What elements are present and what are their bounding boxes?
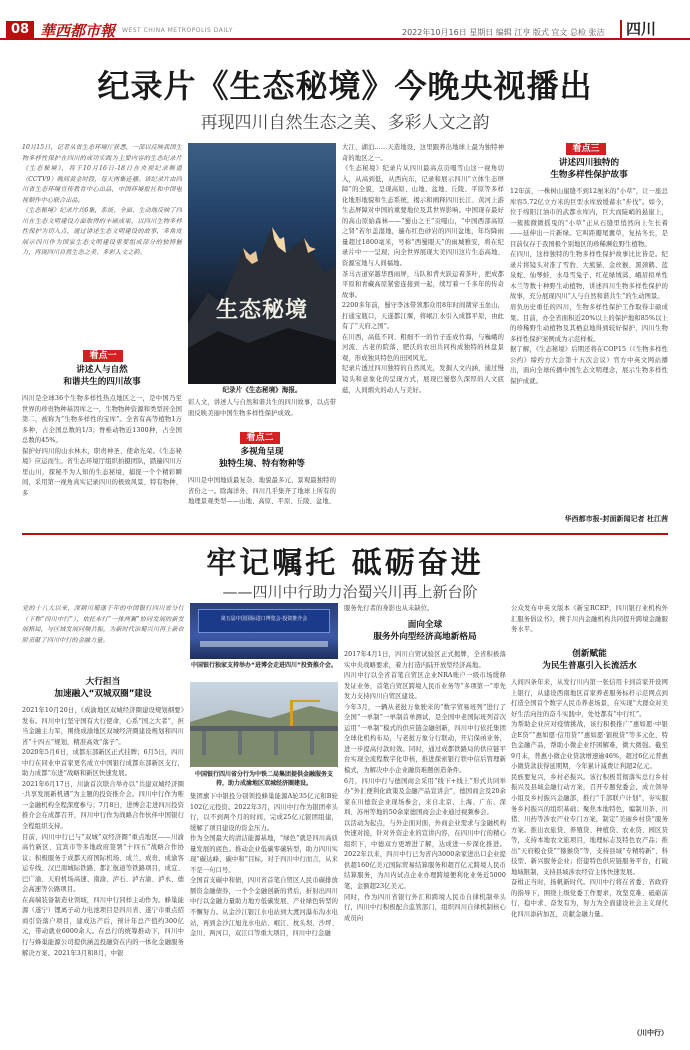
story1-col3: 大江、湖泊……天造地设，这里跟养出地球上最为独特神奇的地区之一。 《生态秘境》纪录片从四川最高点贡嘎雪山这一视角切入，从高到低，从西向东，记录和展示四川“立体生态屏障”的全貌，呈现高原、山地、盆地、丘陵、平原等多样化地形地貌和生态系统，揭示和阐释四川长江、黄河上游生态屏障对中国的重要地位及其世界影响。中国现存最好的高山原始森林——“蜀山之王”贡嘎山，“中国西部高原之肾”若尔盖湿地，遍布红色砂岩的四川盆地，年均降雨量超过1800毫米，号称“西蜀眼天”的雨城雅安，将在纪录片中一一呈现，向全世界展现大美四川这片生态高地、资源宝地与人间福地。 茶马古道穿越华西雨屏，马队和背夫跃运着茶叶，把成都平原和青藏高原紧密连接到一起，续写着一千多年的传奇故事。 2200多年前，蜀守李冰带领那众用8年时间凿穿玉垒山，打通宝瓶口，天遂都江堰，将岷江水引入成都平原，由此有了“天府之国”。 在川西，高低不同、粗细不一的竹子连成竹海，与巍峨的河流、古老的院落、肥沃的农田共同构成独特的林盘景观，形成独具特色的田园风光。 纪录片透过四川独特的自然风光，发掘人文内涵，通过慢镜头和意象化的呈现方式，展现巴蜀悠久深厚的人文底蕴，人间烟火的动人与美好。	[342, 144, 504, 394]
story1-subhead2: 多视角呈现 独特生境、特有物种等	[219, 447, 305, 469]
conference-banner-text: 第五届中国国际进口博览会·投资推介会	[220, 616, 308, 622]
photo2-caption: 中国银行四川省分行为中铁二局集团提供金融服务支持，助力成渝地区双城经济圈建设。	[194, 771, 333, 787]
story2-col4-top: 公众发布中英文版本《新宝RCEP，四川银行业机构外汇服务倡议书》，携手川内金融机构共同提升跨境金融服务水平。	[511, 605, 668, 634]
story2-subhead1: 大行担当 加速融入“双城双圈”建设	[54, 677, 152, 699]
story2-col3-top: 服务先行者的身影也从未缺位。	[344, 605, 434, 612]
story1-byline: 华西都市报-封面新闻记者 杜江茜	[564, 515, 668, 523]
story2-col3: 2017年4月1日，四川自贸试验区正式揭牌，全省积极落实中央战略要求，着力打造内陆开放型经济高地。 四川中行以全省首笔自贸区企业NRA账户一级市场缓释发证业务，首笔自贸区跨境人民币业务等“多项第一”率先发力支持四川自贸区建设。 今年3月，一辆从老挝万象驶来的“数字贸易班列”进行了全国“一单制”一单制首单测试，是全国中老国际班列首次运用“一单制”模式的供应链金融创新，四川中行依托集团全球化机构布局，与老挝万象分行联动，开启保函业务，进一步提高付款时效。同时，通过成都铁路局的供应链平台实现全流程数字化审核，推进探索银行铁中信后管理新模式，为解决中小企业融资难题创造条件。 6月，四川中行与德国商会采用“线下+线上”形式共同举办“外汇便利化政策及金融产品宣讲会”，德国商会及20余家在川德资企业现场参会，来自北京、上海、广东、深圳、苏州等地的50余家德国商会企业通过视频参会。 以活动为起点，与外企面对面，外商企业需求与金融机构快速对接，针对外资企业的宣讲内容，在四川中行的精心组织下，中德双方更增进了解，达成进一步深化推进。2022年以来，四川中行已为省内3000余家进出口企业提供超160亿美元国际贸易结算服务和超百亿元跨境人民币结算服务，为川内试点企业办理跨境便利化业务近5000笔，金额超23亿美元。 同时，作为四川省银行外汇和跨境人民币自律机制牵头行，四川中行积极配合监管部门，组织四川自律机制核心成员向	[344, 651, 506, 922]
story2-signature: （川中行）	[633, 1029, 668, 1037]
story2-headline: 牢记嘱托 砥砺奋进	[206, 546, 484, 581]
story1-headline: 纪录片《生态秘境》今晚央视播出	[97, 67, 593, 105]
story1-col4: 12年前，一株树山崖缝不到12厘米的“小草”，让一座总库容5.72亿立方米的巨型水库放缓蓄水“步伐”。如今，位于绵阳江油市的武都水库内，巨大而陡峭的悬崖上，一簇簇微微摇曳的“小草”正从石缝里悄然向上生长着——延伸出一片新绿。它叫距瓣尾囊草，复枯冬长，是目前仅存于我国极个别地区的珍稀濒危野生植物。 在四川，这样独特的生物多样性保护故事比比皆是。纪录片将镜头对准了雪豹、大熊猫、金丝猴、黑颈鹤、蓝泉蛇、仙琴蛙、水母雪兔子、红花绿绒蒿、峨眉拟单性木兰等数十种野生动植物，讲述四川生物多样性保护的故事，充分展现四川“人与自然和谐共生”的生动图景。 肩负历史重任的四川，生物多样性保护工作取得丰硕成果。目前，办全省面积近20%以上的保护地和85%以上的珍稀野生动植物及其栖息地得到较好保护，四川生物多样性保护案例成为示范样板。 据了解，《生态秘境》后期还将在COP15（《生物多样性公约》缔约方大会第十五次会议）官方中英文网站播出，面向全球传播中国生态文明理念，展示生物多样性保护成就。	[510, 188, 668, 385]
page-number: 08	[6, 21, 34, 39]
story1-tag3: 看点三	[566, 143, 606, 155]
story2-col1: 2021年10月20日，《成渝地区双城经济圈建设规划纲要》发布。四川中行坚守国有大行使命，心系“国之大者”，担当金融主力军，围绕成渝地区双城经济圈建设规划和四川省“十四五”规划，精准高效“落子”。 2020年5月6日，成都东部新区正式挂牌；6月5日，四川中行在同业中首家更名成立中国银行成都东部新区支行，助力成都“东进”战略和新区快速发展。 2021年6月17日，川渝首次联合举办以“共建双城经济圈·共享发展新机遇”为主题的投资推介会。四川中行作为唯一金融机构全程深度参与；7月8日，进博会走进四川投资推介会在成都召开，四川中行作为战略合作伙伴中国银行全程组织支持。 目前，四川中行已与“双城”双经济圈“重点地区——川渝高竹新区、宜宾市等多地政府签署“十四五”战略合作协议；积极服务于成都天府国际机场、成兰、成贵、成渝客运专线、汉巴南城际铁路、都汇航道等铁路项目，成宜、巴广渝、天府机场高速、南渝、泸石、泸古渝、泸永、德会高速等公路项目。 在高端装备制造业领域，四川中行同样主动作为。蜂巢能源（遂宁）锂离子动力电池项目是四川省、遂宁市重点招商引资落户项目，建成达产后，预计年总产值约300亿元，带动就业6000余人。在总行的统筹推动下，四川中行与蜂巢能源公司提供涵盖投融资在内的一体化金融服务解决方案。2021年3月和8月，中银	[22, 707, 184, 957]
newspaper-brand: 華西都市報	[40, 22, 116, 40]
section-label: 四川	[620, 20, 656, 38]
newspaper-brand-english: WEST CHINA METROPOLIS DAILY	[122, 27, 233, 34]
story1-lede: 10月15日，记者从省生态环境厅获悉，一部以反映我国生物多样性保护在四川的成功实践为主要内容的生态纪录片《生态秘境》，将于10月16日-18日在央视纪录频道（CCTV9）晚间黄金时段，每天两集连播。该纪录片由四川省生态环境宣传教育中心出品，中国环境报社和中国电视制作中心联合出品。 《生态秘境》纪录片共6集，系统、全面、生动地反映了四川在生态文明建设方面取得的丰硕成果，以四川生物多样性保护为切入点，通过讲述生态文明建设的故事，多角度展示四川作为国家生态文明建设重要组成部分的独特魅力，再现四川自然生态之美、多彩人文之韵。	[22, 144, 182, 257]
conference-seats	[200, 641, 328, 647]
bridge-construction-illustration	[190, 682, 338, 767]
story1-subhead3: 讲述四川独特的 生物多样性保护故事	[550, 158, 628, 180]
railway-construction-photo	[190, 682, 338, 767]
photo1-caption: 中国银行独家支持举办“进博会走进四川”投资推介会。	[191, 662, 337, 669]
investment-conference-photo	[190, 603, 338, 659]
date-editor-info: 2022年10月16日 星期日 编辑 江亨 版式 宜文 总检 张洁	[402, 28, 605, 37]
story1-tag1: 看点一	[83, 350, 123, 362]
story1-subheadline: 再现四川自然生态之美、多彩人文之韵	[200, 113, 490, 133]
page-header	[0, 0, 690, 40]
story-divider	[22, 533, 668, 535]
story1-col2-top: 彩人文，讲述人与自然和谐共生的四川故事，以点带面反映美丽中国生物多样性保护成效。	[188, 399, 336, 417]
poster-caption: 纪录片《生态秘境》海报。	[222, 386, 302, 394]
story1-subhead1: 讲述人与自然 和谐共生的四川故事	[63, 365, 141, 387]
documentary-poster-image	[188, 143, 336, 384]
story1-col2-bottom: 四川是中国地质最复杂、地貌最多元、景观最独特的省份之一。除海洋外，四川几乎集齐了地球上所有的地理景观类型——山地、高原、平原、丘陵、盆地、	[188, 477, 336, 506]
story2-lede: 党的十八大以来，深耕川蜀遂于年的中国银行四川省分行（下称“四川中行”），依托本行“一体两翼”协同发展的新发展格局，与区域发展同频共振，为新时代治蜀兴川再上新台阶贡献了四川中行的金融力量。	[22, 605, 184, 644]
story2-subheadline: ——四川中行助力治蜀兴川再上新台阶	[222, 583, 478, 601]
story2-subhead2: 面向全球 服务外向型经济高地新格局	[373, 620, 477, 642]
story1-col1: 四川是全球36个生物多样性热点地区之一，是中国乃至世界的珍贵物种基因库之一，生物物种资源和类型居全国第二，被称为“生物多样性的宝库”。全省有高等植物1万多种，占全国总数的1/3；脊椎动物近1300种，占全国总数的45%。 保护好四川的山水林木，职责神圣、使命光荣。《生态秘境》应运而生。省生态环境厅组织拍摄团队，踏遍四川万里山川，探秘不为人知的生态秘境，捕捉一个个精彩瞬间，采用第一视角真实记录四川的极致风景、特有物种、多	[22, 395, 182, 497]
story2-col2: 集团旗下中银投分别领投蜂巢能源A轮35亿元和B轮102亿元投资。2022年3月，四川中行作为银团牵头行，以不到两个月的时间，完成25亿元银团组建，缓解了项目建设的资金压力。 作为全国最大的清洁能源基地，“绿色”就是四川高质量发展的底色。推动企业低碳零碳转型，助力四川实现“碳达峰、碳中和”目标，对于四川中行而言，从来不是一句口号。 全国首支碳中和债，四川省首笔自贸区人民币碳排放额资金融债券，一个个金融创新的背后，折射出四川中行以金融力量助力地方低碳发展、产业绿色转型的不懈努力。从金沙江银江水电站到大渡河瀑布沟水电站，再到金沙江旭龙水电站、岷江、枕头坝、沙坪、金川、两河口，双江口等重大项目，四川中行金融	[190, 793, 338, 938]
story1-tag2: 看点二	[240, 432, 280, 444]
story2-subhead3: 创新赋能 为民生普惠引入长流活水	[542, 649, 637, 671]
story2-col4: 人间四条年来，从发行川内第一张信用卡到首家开设网上银行，从建设西南地区首家养老服务标杆示范网点到打造全国首个数字人民币养老场景，在实现“大群众对美好生活向往的奋斗实践中，处处都有“中行红”。 为帮助企业应对疫情挑战，该行积极推广“惠如愿·中银企E贷”“惠如愿·信用贷”“惠如愿·银税贷”等多元化、特色金融产品，帮助小微企业纾困解难，微大微强。截至9月末，普惠小微企业贷款增速逾46%，超过6亿元普惠小微贷款获得延期期，今年累计减费让利超2亿元。 民族要复兴，乡村必振兴。该行积极贯彻落实总行乡村振兴及县域金融行动方案，召开专题党委会，成立领导小组及乡村振兴金融部，推行“千部联户计划”，夯实服务乡村振兴的组织基础；聚焦本地特色，编制川茶、川猪、川药等涉农产业专门方案，制定“美丽乡村贷”服务方案。推出农旅贷、养殖贷、种植贷、农业贷、园区贷等，支持本地农文旅项目，地理标志及特色农产品；推出“天府粮仓贷”“猕猴贷”等，支持县域“专精特新”、科技型、新兴服务企业；搭建特色供应链服务平台，打破地域限制，支持县域涉农经营主体快速发展。 奋楫正当时，扬帆新时代。四川中行将在省委、省政府的指导下，围绕上级党委工作要求，攻坚克难、砥砺前行，稳中求、奋发有为，努力为全面建设社会主义现代化四川添砖加瓦，贡献金融力量。	[511, 679, 668, 919]
poster-title: 生态秘境	[216, 297, 309, 323]
mountain-landscape-illustration	[188, 143, 336, 384]
